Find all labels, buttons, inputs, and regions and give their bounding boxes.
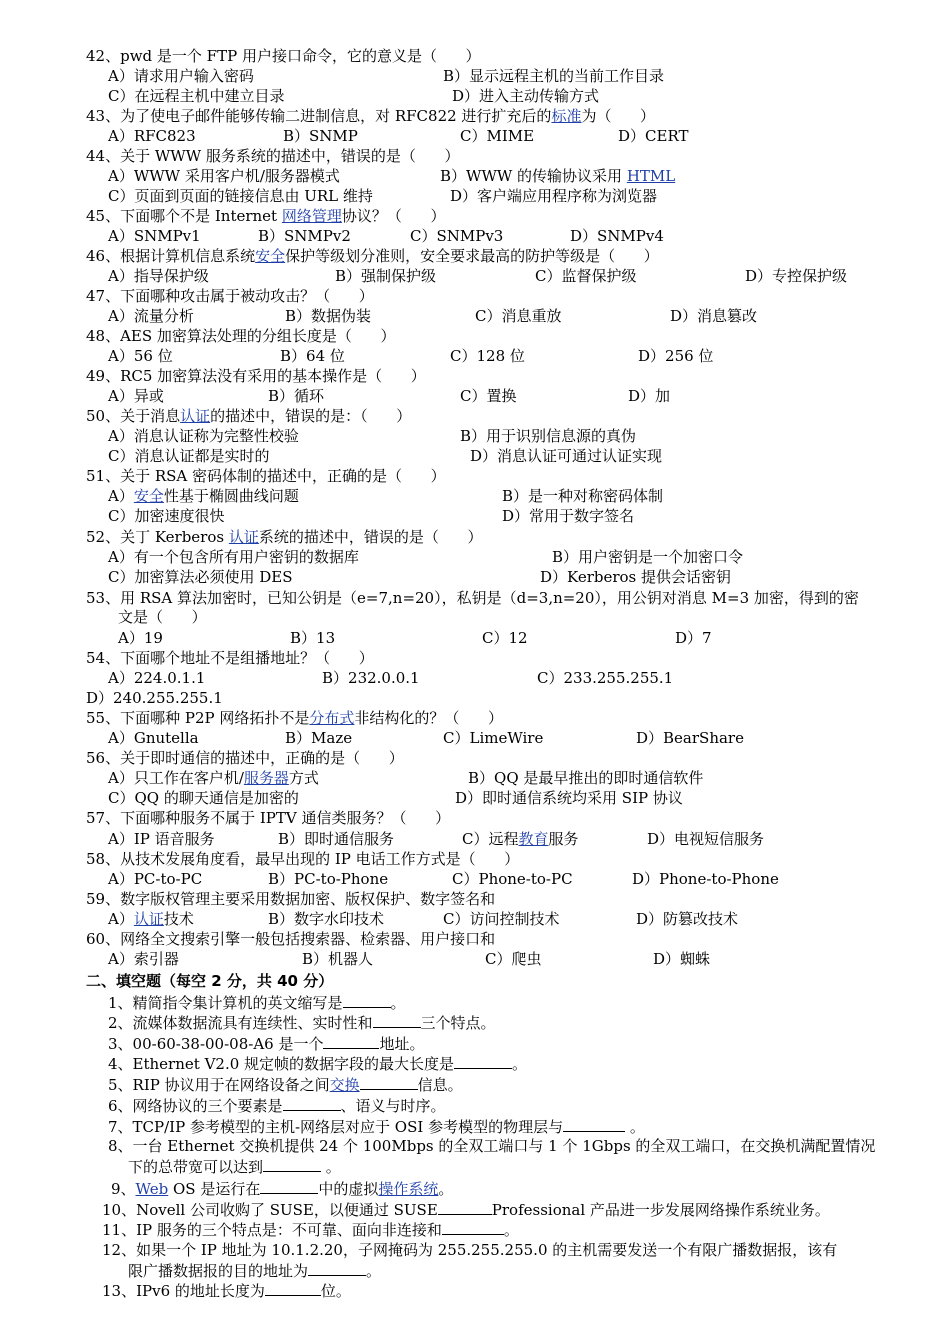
option-42a: A）请求用户输入密码 bbox=[108, 67, 254, 85]
answer-blank[interactable] bbox=[308, 1261, 366, 1276]
fill-question-11: 11、IP 服务的三个特点是：不可靠、面向非连接和 。 bbox=[102, 1221, 519, 1239]
option-51a: A）安全性基于椭圆曲线问题 bbox=[108, 487, 299, 505]
answer-blank[interactable] bbox=[283, 1096, 341, 1111]
question-56: 56、关于即时通信的描述中，正确的是（ ） bbox=[86, 749, 404, 767]
option-45d: D）SNMPv4 bbox=[570, 227, 664, 245]
option-48a: A）56 位 bbox=[108, 347, 173, 365]
option-46c: C）监督保护级 bbox=[535, 267, 637, 285]
option-42d: D）进入主动传输方式 bbox=[452, 87, 600, 105]
fill-question-12-cont: 限广播数据报的目的地址为 。 bbox=[128, 1262, 382, 1280]
option-50c: C）消息认证都是实时的 bbox=[108, 447, 270, 465]
option-58d: D）Phone-to-Phone bbox=[632, 870, 779, 888]
link-security[interactable]: 安全 bbox=[255, 247, 286, 265]
option-57c: C）远程教育服务 bbox=[462, 830, 579, 848]
fill-question-5: 5、RIP 协议用于在网络设备之间交换 信息。 bbox=[108, 1076, 463, 1094]
option-52d: D）Kerberos 提供会话密钥 bbox=[540, 568, 732, 586]
option-44a: A）WWW 采用客户机/服务器模式 bbox=[108, 167, 340, 185]
link-security-2[interactable]: 安全 bbox=[133, 487, 164, 505]
answer-blank[interactable] bbox=[265, 1281, 321, 1296]
option-48c: C）128 位 bbox=[450, 347, 525, 365]
option-57d: D）电视短信服务 bbox=[647, 830, 765, 848]
option-55c: C）LimeWire bbox=[443, 729, 544, 747]
link-distributed[interactable]: 分布式 bbox=[309, 709, 355, 727]
question-42: 42、pwd 是一个 FTP 用户接口命令，它的意义是（ ） bbox=[86, 47, 481, 65]
option-49d: D）加 bbox=[628, 387, 671, 405]
question-47: 47、下面哪种攻击属于被动攻击？（ ） bbox=[86, 287, 374, 305]
answer-blank[interactable] bbox=[563, 1117, 625, 1132]
option-53d: D）7 bbox=[675, 629, 712, 647]
option-56d: D）即时通信系统均采用 SIP 协议 bbox=[455, 789, 683, 807]
option-44c: C）页面到页面的链接信息由 URL 维持 bbox=[108, 187, 373, 205]
answer-blank[interactable] bbox=[323, 1034, 379, 1049]
answer-blank[interactable] bbox=[373, 1013, 421, 1028]
option-60a: A）索引器 bbox=[108, 950, 179, 968]
option-54b: B）232.0.0.1 bbox=[322, 669, 420, 687]
option-56a: A）只工作在客户机/服务器方式 bbox=[108, 769, 319, 787]
question-58: 58、从技术发展角度看，最早出现的 IP 电话工作方式是（ ） bbox=[86, 850, 520, 868]
option-60c: C）爬虫 bbox=[485, 950, 542, 968]
option-44b: B）WWW 的传输协议采用 HTML bbox=[440, 167, 676, 185]
link-authentication[interactable]: 认证 bbox=[180, 407, 211, 425]
link-education[interactable]: 教育 bbox=[518, 830, 549, 848]
option-46d: D）专控保护级 bbox=[745, 267, 848, 285]
question-53-cont: 文是（ ） bbox=[118, 608, 207, 626]
option-42b: B）显示远程主机的当前工作目录 bbox=[443, 67, 665, 85]
option-54c: C）233.255.255.1 bbox=[537, 669, 674, 687]
link-html[interactable]: HTML bbox=[626, 167, 676, 185]
link-exchange[interactable]: 交换 bbox=[329, 1076, 360, 1094]
question-60: 60、网络全文搜索引擎一般包括搜索器、检索器、用户接口和 bbox=[86, 930, 496, 948]
question-51: 51、关于 RSA 密码体制的描述中，正确的是（ ） bbox=[86, 467, 446, 485]
question-59: 59、数字版权管理主要采用数据加密、版权保护、数字签名和 bbox=[86, 890, 496, 908]
answer-blank[interactable] bbox=[360, 1075, 418, 1090]
option-60d: D）蜘蛛 bbox=[653, 950, 711, 968]
question-57: 57、下面哪种服务不属于 IPTV 通信类服务？（ ） bbox=[86, 809, 451, 827]
option-59b: B）数字水印技术 bbox=[268, 910, 385, 928]
option-44d: D）客户端应用程序称为浏览器 bbox=[450, 187, 658, 205]
fill-question-1: 1、精简指令集计算机的英文缩写是 。 bbox=[108, 994, 406, 1012]
option-45b: B）SNMPv2 bbox=[258, 227, 351, 245]
fill-question-8-cont: 下的总带宽可以达到 。 bbox=[128, 1158, 341, 1176]
answer-blank[interactable] bbox=[438, 1200, 492, 1215]
answer-blank[interactable] bbox=[454, 1054, 512, 1069]
link-operating-system[interactable]: 操作系统 bbox=[378, 1180, 439, 1198]
option-58c: C）Phone-to-PC bbox=[452, 870, 573, 888]
question-46: 46、根据计算机信息系统安全保护等级划分准则，安全要求最高的防护等级是（ ） bbox=[86, 247, 659, 265]
option-59c: C）访问控制技术 bbox=[443, 910, 560, 928]
option-54d: D）240.255.255.1 bbox=[86, 689, 223, 707]
option-56b: B）QQ 是最早推出的即时通信软件 bbox=[468, 769, 704, 787]
fill-question-2: 2、流媒体数据流具有连续性、实时性和 三个特点。 bbox=[108, 1014, 496, 1032]
question-52: 52、关丁 Kerberos 认证系统的描述中，错误的是（ ） bbox=[86, 528, 483, 546]
fill-question-10: 10、Novell 公司收购了 SUSE，以便通过 SUSE Professional 产品进一步发展网络操作系统业务。 bbox=[102, 1201, 830, 1219]
option-51c: C）加密速度很快 bbox=[108, 507, 225, 525]
question-44: 44、关于 WWW 服务系统的描述中，错误的是（ ） bbox=[86, 147, 460, 165]
option-43b: B）SNMP bbox=[283, 127, 358, 145]
link-web[interactable]: Web bbox=[135, 1180, 169, 1198]
fill-question-4: 4、Ethernet V2.0 规定帧的数据字段的最大长度是 。 bbox=[108, 1055, 528, 1073]
question-55: 55、下面哪种 P2P 网络拓扑不是分布式非结构化的？（ ） bbox=[86, 709, 503, 727]
fill-question-6: 6、网络协议的三个要素是 、语义与时序。 bbox=[108, 1097, 446, 1115]
answer-blank[interactable] bbox=[260, 1179, 318, 1194]
option-47b: B）数据伪装 bbox=[285, 307, 372, 325]
option-53b: B）13 bbox=[290, 629, 336, 647]
answer-blank[interactable] bbox=[343, 993, 391, 1008]
answer-blank[interactable] bbox=[263, 1157, 321, 1172]
option-47c: C）消息重放 bbox=[475, 307, 562, 325]
option-60b: B）机器人 bbox=[302, 950, 374, 968]
option-45a: A）SNMPv1 bbox=[108, 227, 201, 245]
option-51b: B）是一种对称密码体制 bbox=[502, 487, 664, 505]
option-55a: A）Gnutella bbox=[108, 729, 199, 747]
option-53a: A）19 bbox=[118, 629, 163, 647]
link-network-management[interactable]: 网络管理 bbox=[281, 207, 342, 225]
fill-question-9: 9、Web OS 是运行在 中的虚拟操作系统。 bbox=[111, 1180, 454, 1198]
fill-question-3: 3、00-60-38-00-08-A6 是一个 地址。 bbox=[108, 1035, 425, 1053]
option-43a: A）RFC823 bbox=[108, 127, 196, 145]
option-52b: B）用户密钥是一个加密口令 bbox=[552, 548, 744, 566]
option-47a: A）流量分析 bbox=[108, 307, 194, 325]
option-46a: A）指导保护级 bbox=[108, 267, 209, 285]
option-50d: D）消息认证可通过认证实现 bbox=[470, 447, 663, 465]
option-56c: C）QQ 的聊天通信是加密的 bbox=[108, 789, 299, 807]
fill-question-13: 13、IPv6 的地址长度为 位。 bbox=[102, 1282, 351, 1300]
option-55d: D）BearShare bbox=[636, 729, 744, 747]
answer-blank[interactable] bbox=[442, 1220, 504, 1235]
question-45: 45、下面哪个不是 Internet 网络管理协议？（ ） bbox=[86, 207, 446, 225]
fill-question-12: 12、如果一个 IP 地址为 10.1.2.20，子网掩码为 255.255.255.0 的主机需要发送一个有限广播数据报，该有 bbox=[102, 1241, 838, 1259]
option-49a: A）异或 bbox=[108, 387, 164, 405]
option-43c: C）MIME bbox=[460, 127, 535, 145]
option-57a: A）IP 语音服务 bbox=[108, 830, 215, 848]
option-52a: A）有一个包含所有用户密钥的数据库 bbox=[108, 548, 359, 566]
option-43d: D）CERT bbox=[618, 127, 689, 145]
option-49c: C）置换 bbox=[460, 387, 517, 405]
option-46b: B）强制保护级 bbox=[335, 267, 437, 285]
option-50b: B）用于识别信息源的真伪 bbox=[460, 427, 637, 445]
question-53: 53、用 RSA 算法加密时，已知公钥是（e=7,n=20），私钥是（d=3,n=20），用公钥对消息 M=3 加密，得到的密 bbox=[86, 589, 859, 607]
option-45c: C）SNMPv3 bbox=[410, 227, 504, 245]
option-59a: A）认证技术 bbox=[108, 910, 194, 928]
section-heading-fill-in: 二、填空题（每空 2 分，共 40 分） bbox=[86, 972, 334, 990]
option-58a: A）PC-to-PC bbox=[108, 870, 203, 888]
fill-question-7: 7、TCP/IP 参考模型的主机-网络层对应于 OSI 参考模型的物理层与 。 bbox=[108, 1118, 645, 1136]
option-47d: D）消息篡改 bbox=[670, 307, 758, 325]
question-48: 48、AES 加密算法处理的分组长度是（ ） bbox=[86, 327, 396, 345]
option-54a: A）224.0.1.1 bbox=[108, 669, 206, 687]
option-53c: C）12 bbox=[482, 629, 528, 647]
option-52c: C）加密算法必须使用 DES bbox=[108, 568, 293, 586]
option-48d: D）256 位 bbox=[638, 347, 714, 365]
option-59d: D）防篡改技术 bbox=[636, 910, 739, 928]
link-authentication-2[interactable]: 认证 bbox=[228, 528, 259, 546]
option-42c: C）在远程主机中建立目录 bbox=[108, 87, 285, 105]
option-58b: B）PC-to-Phone bbox=[268, 870, 389, 888]
link-server[interactable]: 服务器 bbox=[243, 769, 289, 787]
link-authentication-3[interactable]: 认证 bbox=[133, 910, 164, 928]
option-50a: A）消息认证称为完整性校验 bbox=[108, 427, 299, 445]
question-43: 43、为了使电子邮件能够传输二进制信息，对 RFC822 进行扩充后的标准为（ ） bbox=[86, 107, 656, 125]
fill-question-8: 8、一台 Ethernet 交换机提供 24 个 100Mbps 的全双工端口与 1 个 1Gbps 的全双工端口，在交换机满配置情况 bbox=[108, 1137, 876, 1155]
option-48b: B）64 位 bbox=[280, 347, 345, 365]
option-51d: D）常用于数字签名 bbox=[502, 507, 635, 525]
option-57b: B）即时通信服务 bbox=[278, 830, 395, 848]
option-55b: B）Maze bbox=[285, 729, 353, 747]
question-50: 50、关于消息认证的描述中，错误的是：（ ） bbox=[86, 407, 412, 425]
question-49: 49、RC5 加密算法没有采用的基本操作是（ ） bbox=[86, 367, 426, 385]
option-49b: B）循环 bbox=[268, 387, 325, 405]
link-standard[interactable]: 标准 bbox=[551, 107, 582, 125]
question-54: 54、下面哪个地址不是组播地址？（ ） bbox=[86, 649, 374, 667]
